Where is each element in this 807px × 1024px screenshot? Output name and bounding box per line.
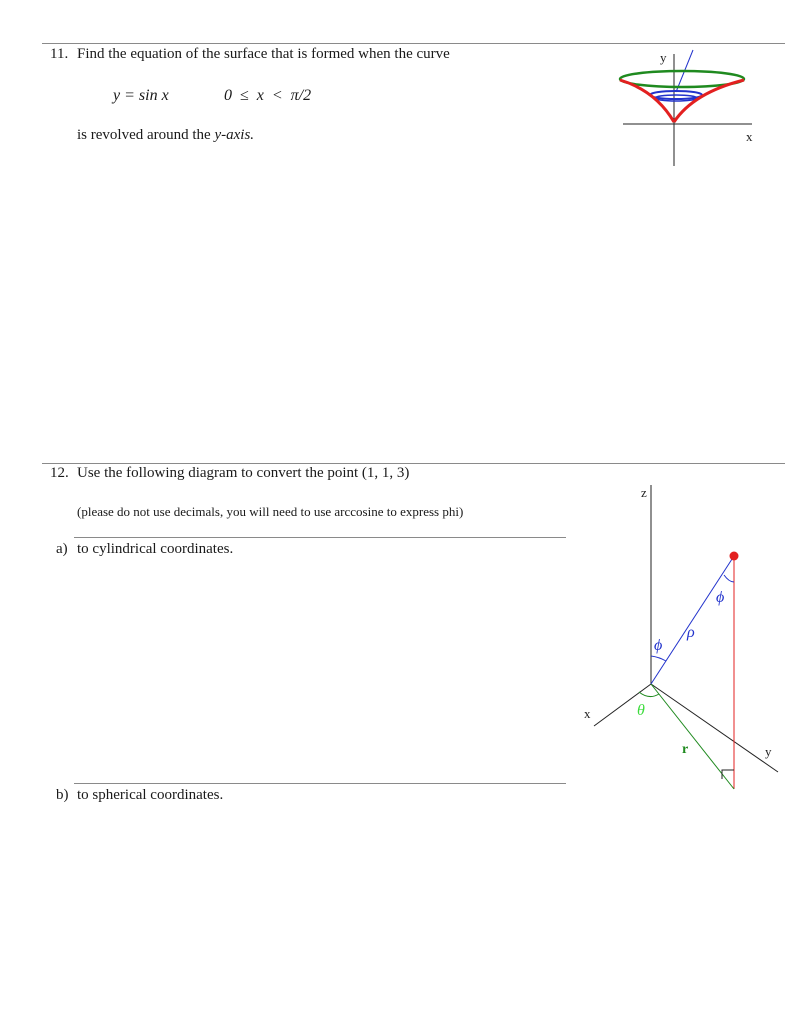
- q11-revolved-axis: y-axis.: [214, 127, 255, 143]
- q12-note: (please do not use decimals, you will need to use arccosine to express phi): [77, 504, 464, 519]
- q12-right-angle: [722, 770, 734, 779]
- q12-rho-label: ρ: [687, 624, 695, 641]
- q12-theta-label: θ: [637, 702, 645, 719]
- q12-number: 12.: [50, 465, 69, 481]
- q12-phi-arc-origin: [651, 656, 666, 661]
- q12-phi-label-origin: ϕ: [654, 637, 663, 654]
- q12-part-a-text: to cylindrical coordinates.: [77, 541, 234, 557]
- q11-y-label: y: [660, 50, 667, 65]
- q12-prompt: Use the following diagram to convert the point (1, 1, 3): [77, 465, 410, 481]
- q12-rho-line: [651, 556, 734, 684]
- q12-theta-arc: [639, 692, 659, 697]
- q11-number: 11.: [50, 46, 69, 62]
- q12-y-axis: [651, 684, 778, 772]
- q12-part-b-text: to spherical coordinates.: [77, 787, 224, 803]
- q11-revolved-prefix: is revolved around the: [77, 127, 215, 143]
- q11-equation: y = sin x: [113, 87, 169, 104]
- q12-point: [730, 552, 739, 561]
- q12-y-label: y: [765, 744, 772, 759]
- q11-x-label: x: [746, 129, 753, 144]
- q11-prompt: Find the equation of the surface that is formed when the curve: [77, 46, 450, 62]
- q11-domain: 0 ≤ x < π/2: [224, 87, 312, 104]
- q12-part-a-letter: a): [56, 541, 68, 557]
- q12-phi-label-top: ϕ: [716, 589, 725, 606]
- q12-part-b-letter: b): [56, 787, 69, 803]
- q12-phi-arc-top: [724, 575, 734, 582]
- q12-x-label: x: [584, 706, 591, 721]
- q12-z-label: z: [641, 485, 647, 500]
- q12-r-label: r: [682, 742, 689, 757]
